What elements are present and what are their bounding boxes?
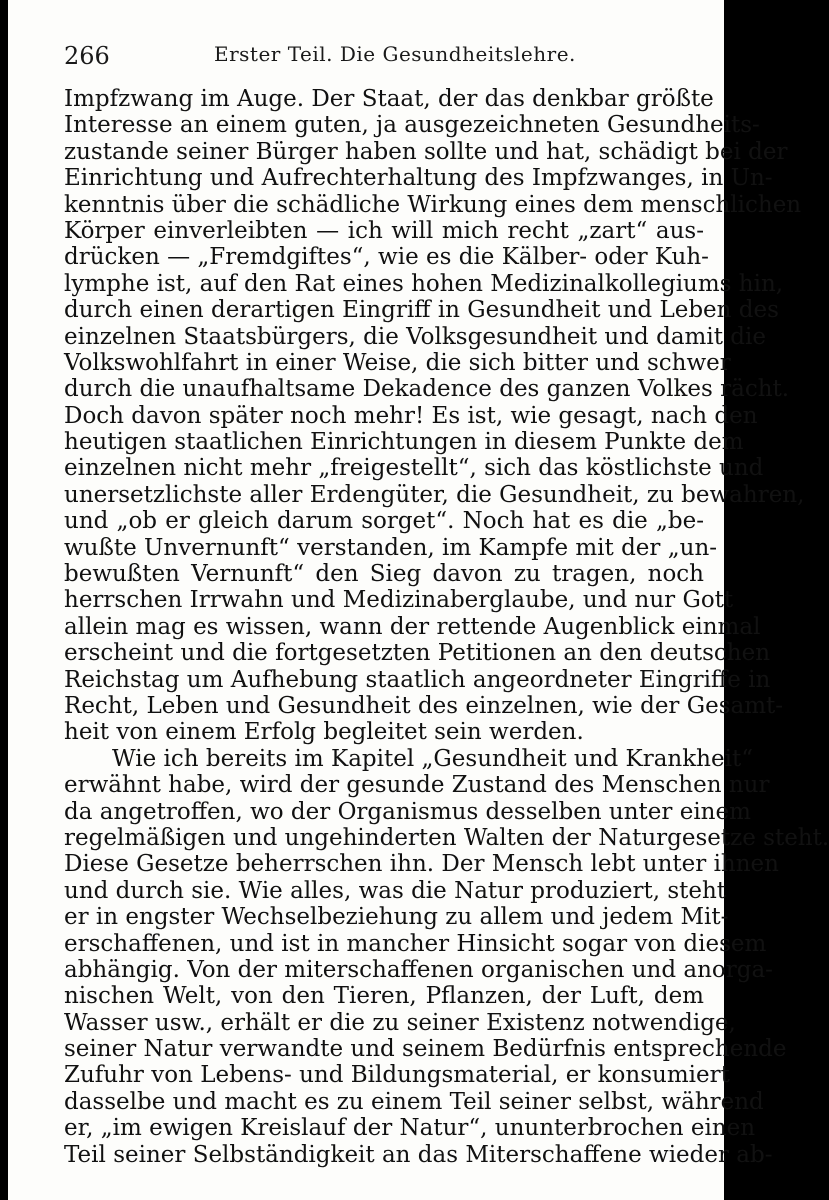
text-line: und „ob er gleich darum sorget“. Noch hat es die „be- (64, 508, 704, 535)
text-line: Diese Gesetze beherrschen ihn. Der Mensch lebt unter ihnen (64, 851, 779, 878)
text-line: Recht, Leben und Gesundheit des einzelnen, wie der Gesamt- (64, 692, 784, 719)
text-line: Wie ich bereits im Kapitel „Gesundheit und Krankheit“ (112, 745, 753, 772)
text-line: zustande seiner Bürger haben sollte und hat, schädigt bei der (64, 138, 788, 165)
text-line: durch einen derartigen Eingriff in Gesundheit und Leben des (64, 297, 779, 324)
text-line: Interesse an einem guten, ja ausgezeichneten Gesundheits- (64, 112, 760, 139)
text-line: einzelnen Staatsbürgers, die Volksgesundheit und damit die (64, 323, 766, 350)
text-line: erwähnt habe, wird der gesunde Zustand des Menschen nur (64, 772, 770, 799)
text-line: heit von einem Erfolg begleitet sein werden. (64, 719, 584, 746)
paragraph (64, 745, 829, 1168)
text-line: durch die unaufhaltsame Dekadence des ganzen Volkes rächt. (64, 376, 790, 403)
paragraph (64, 86, 805, 746)
text-line: allein mag es wissen, wann der rettende Augenblick einmal (64, 613, 761, 640)
text-line: Körper einverleibten — ich will mich recht „zart“ aus- (64, 217, 704, 244)
text-line: wußte Unvernunft“ verstanden, im Kampfe mit der „un- (64, 534, 718, 561)
page-number: 266 (64, 42, 110, 70)
page-body (64, 86, 829, 1168)
text-line: Teil seiner Selbständigkeit an das Miterschaffene wieder ab- (64, 1141, 773, 1168)
book-page (8, 0, 829, 1200)
running-title: Erster Teil. Die Gesundheitslehre. (214, 42, 576, 66)
text-line: kenntnis über die schädliche Wirkung eines dem menschlichen (64, 191, 802, 218)
text-line: seiner Natur verwandte und seinem Bedürfnis entsprechende (64, 1036, 787, 1063)
text-line: Zufuhr von Lebens- und Bildungsmaterial, er konsumiert (64, 1062, 730, 1089)
text-line: Impfzwang im Auge. Der Staat, der das denkbar größte (64, 86, 714, 112)
text-line: heutigen staatlichen Einrichtungen in diesem Punkte dem (64, 429, 744, 456)
text-line: und durch sie. Wie alles, was die Natur produziert, steht (64, 877, 727, 904)
text-line: einzelnen nicht mehr „freigestellt“, sich das köstlichste und (64, 455, 764, 482)
text-line: Doch davon später noch mehr! Es ist, wie gesagt, nach den (64, 402, 758, 429)
text-line: herrschen Irrwahn und Medizinaberglaube, und nur Gott (64, 587, 734, 614)
text-line: drücken — „Fremdgiftes“, wie es die Kälber- oder Kuh- (64, 244, 709, 271)
text-line: er in engster Wechselbeziehung zu allem und jedem Mit- (64, 904, 729, 931)
page-header (64, 36, 704, 80)
text-line: abhängig. Von der miterschaffenen organischen und anorga- (64, 956, 773, 983)
text-line: erscheint und die fortgesetzten Petitionen an den deutschen (64, 640, 771, 667)
text-line: regelmäßigen und ungehinderten Walten der Naturgesetze steht. (64, 824, 829, 851)
text-line: dasselbe und macht es zu einem Teil seiner selbst, während (64, 1088, 764, 1115)
text-line: Reichstag um Aufhebung staatlich angeordneter Eingriffe in (64, 666, 771, 693)
text-line: da angetroffen, wo der Organismus desselben unter einem (64, 798, 751, 825)
text-line: Volkswohlfahrt in einer Weise, die sich bitter und schwer (64, 349, 731, 376)
text-line: erschaffenen, und ist in mancher Hinsicht sogar von diesem (64, 930, 767, 957)
text-line: unersetzlichste aller Erdengüter, die Gesundheit, zu bewahren, (64, 481, 805, 508)
text-line: er, „im ewigen Kreislauf der Natur“, ununterbrochen einen (64, 1115, 756, 1142)
text-line: nischen Welt, von den Tieren, Pflanzen, der Luft, dem (64, 983, 704, 1010)
text-line: Wasser usw., erhält er die zu seiner Existenz notwendige, (64, 1009, 736, 1036)
text-line: Einrichtung und Aufrechterhaltung des Impfzwanges, in Un- (64, 165, 773, 192)
text-line: lymphe ist, auf den Rat eines hohen Medizinalkollegiums hin, (64, 270, 784, 297)
text-line: bewußten Vernunft“ den Sieg davon zu tragen, noch (64, 561, 704, 588)
